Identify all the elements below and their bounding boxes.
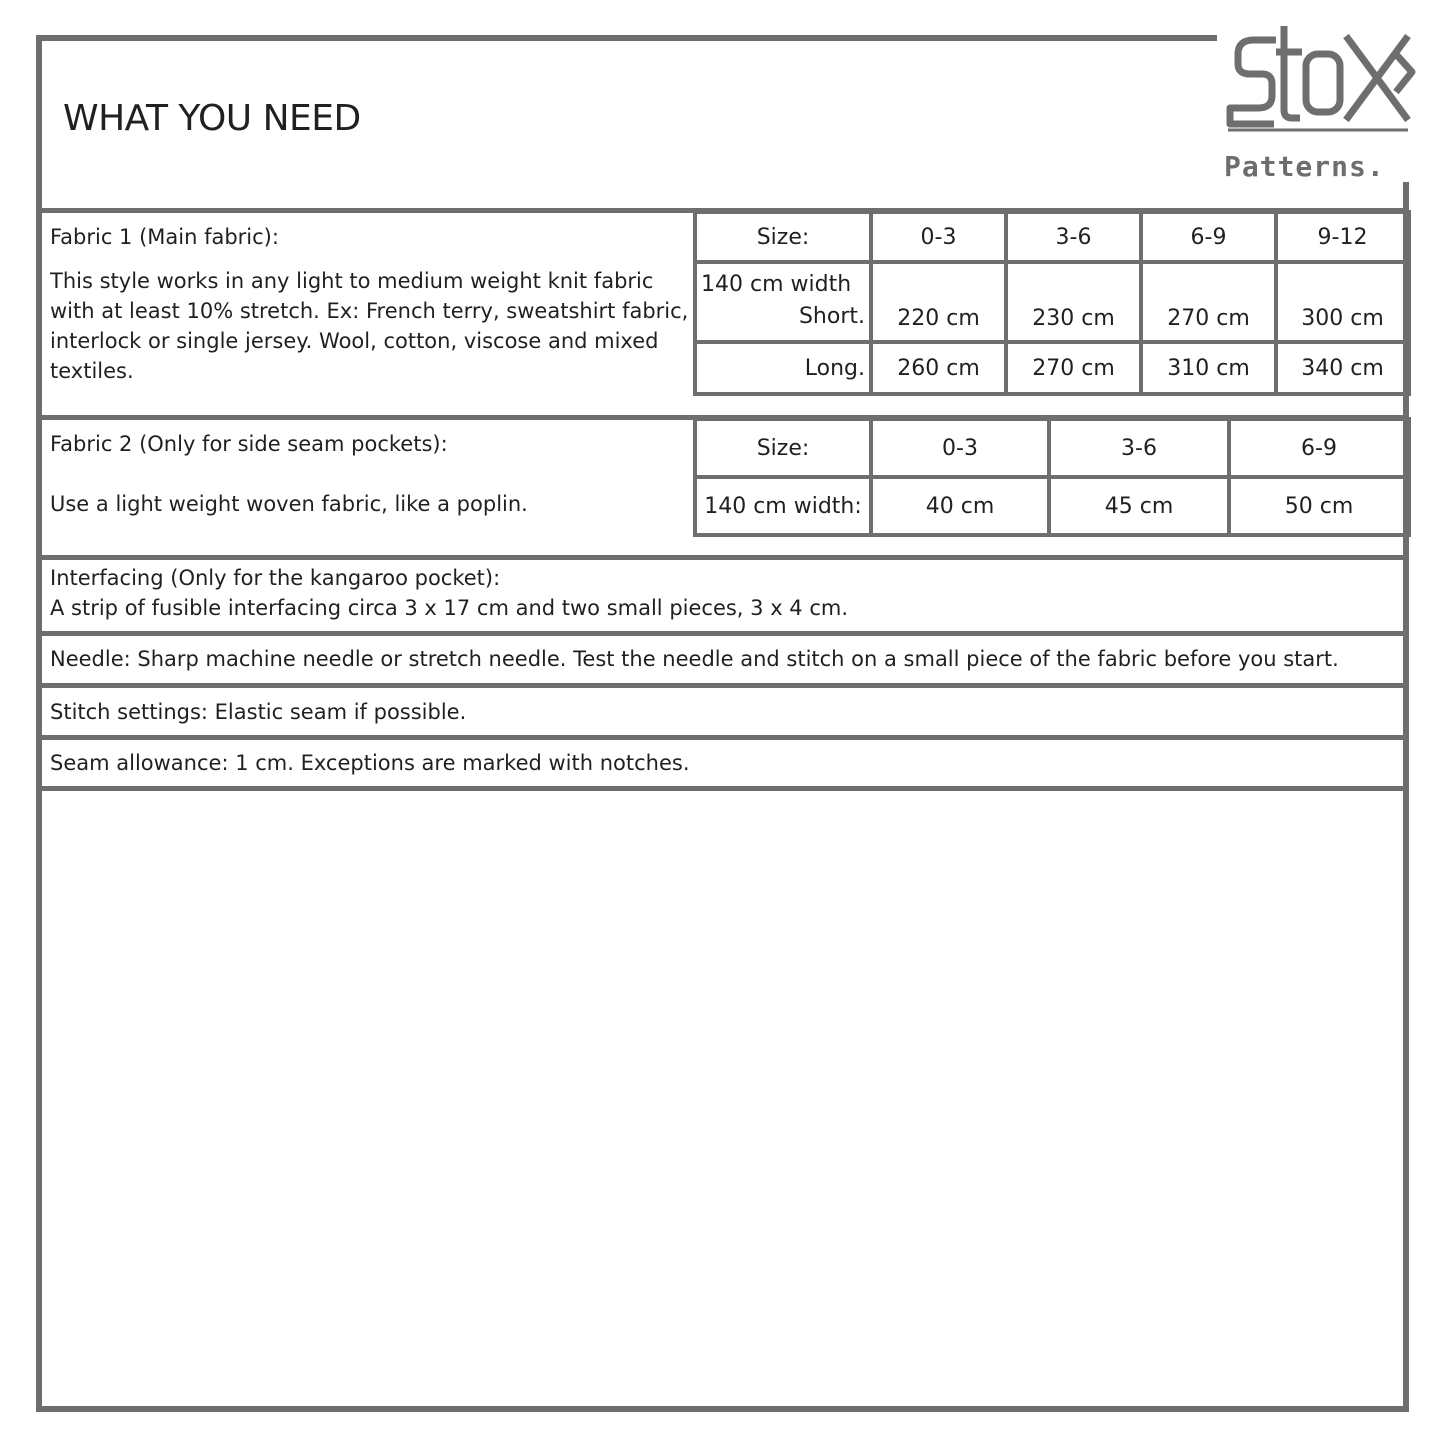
interfacing-description: A strip of fusible interfacing circa 3 x 17 cm and two small pieces, 3 x 4 cm. bbox=[50, 596, 849, 620]
fabric1-long-row bbox=[695, 342, 1409, 394]
long-value: 340 cm bbox=[1276, 342, 1409, 394]
fabric2-description: Use a light weight woven fabric, like a poplin. bbox=[50, 492, 528, 516]
fabric1-size-row bbox=[695, 212, 1409, 262]
fabric2-table bbox=[693, 417, 1411, 537]
stox-logo-icon bbox=[1218, 12, 1418, 152]
page-title: WHAT YOU NEED bbox=[63, 98, 361, 139]
fabric1-table bbox=[693, 210, 1411, 396]
brand-wordmark: Patterns. bbox=[1224, 150, 1385, 183]
divider-needle-top bbox=[36, 631, 1409, 636]
size-label: Size: bbox=[695, 212, 871, 262]
width-value: 40 cm bbox=[871, 477, 1049, 535]
width-value: 50 cm bbox=[1229, 477, 1409, 535]
seam-text: Seam allowance: 1 cm. Exceptions are marked with notches. bbox=[50, 751, 690, 775]
width-label: 140 cm width bbox=[701, 272, 852, 297]
size-cell: 3-6 bbox=[1006, 212, 1141, 262]
needle-text: Needle: Sharp machine needle or stretch needle. Test the needle and stitch on a small piece of the fabric before you start. bbox=[50, 647, 1339, 671]
fabric1-heading: Fabric 1 (Main fabric): bbox=[50, 225, 279, 249]
short-label: Short. bbox=[798, 304, 865, 329]
width-label: 140 cm width: bbox=[695, 477, 871, 535]
frame-top bbox=[36, 35, 1217, 41]
size-cell: 6-9 bbox=[1229, 419, 1409, 477]
fabric2-width-row bbox=[695, 477, 1409, 535]
fabric1-description: This style works in any light to medium weight knit fabric with at least 10% stretch. Ex: French terry, sweatshirt fabric, interlock or single jersey. Wool, cotton, viscose and mixed textiles. bbox=[50, 269, 689, 383]
long-value: 310 cm bbox=[1141, 342, 1276, 394]
long-value: 270 cm bbox=[1006, 342, 1141, 394]
short-value: 270 cm bbox=[1141, 262, 1276, 342]
short-value: 230 cm bbox=[1006, 262, 1141, 342]
frame-left bbox=[36, 35, 42, 1412]
interfacing-heading: Interfacing (Only for the kangaroo pocket): bbox=[50, 566, 501, 590]
frame-bottom bbox=[36, 1406, 1409, 1412]
width-short-label-cell bbox=[695, 262, 871, 342]
divider-seam-bottom bbox=[36, 786, 1409, 791]
short-value: 220 cm bbox=[871, 262, 1006, 342]
fabric1-short-row bbox=[695, 262, 1409, 342]
divider-seam-top bbox=[36, 735, 1409, 740]
fabric2-size-row bbox=[695, 419, 1409, 477]
stitch-text: Stitch settings: Elastic seam if possible. bbox=[50, 700, 467, 724]
width-value: 45 cm bbox=[1049, 477, 1229, 535]
size-cell: 6-9 bbox=[1141, 212, 1276, 262]
short-value: 300 cm bbox=[1276, 262, 1409, 342]
long-label: Long. bbox=[695, 342, 871, 394]
size-cell: 3-6 bbox=[1049, 419, 1229, 477]
size-label: Size: bbox=[695, 419, 871, 477]
fabric2-heading: Fabric 2 (Only for side seam pockets): bbox=[50, 432, 448, 456]
long-value: 260 cm bbox=[871, 342, 1006, 394]
size-cell: 0-3 bbox=[871, 212, 1006, 262]
divider-stitch-top bbox=[36, 683, 1409, 688]
divider-interfacing-top bbox=[36, 555, 1409, 560]
size-cell: 9-12 bbox=[1276, 212, 1409, 262]
size-cell: 0-3 bbox=[871, 419, 1049, 477]
